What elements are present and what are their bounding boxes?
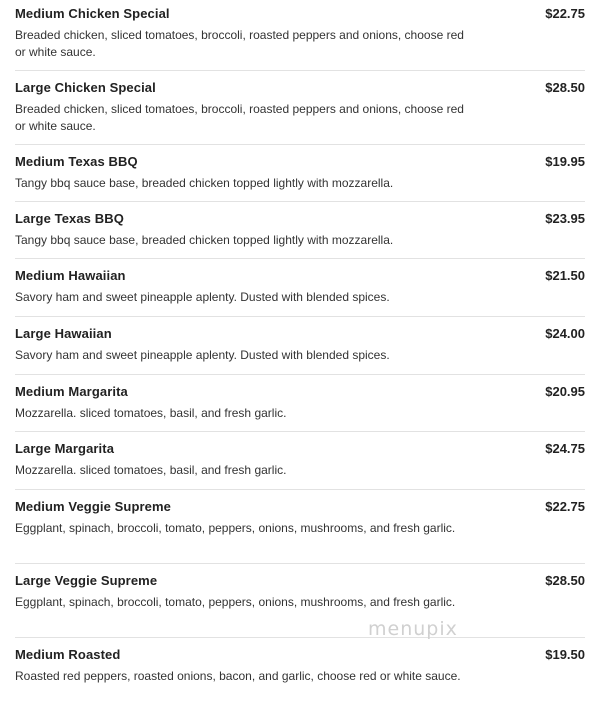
item-description: Tangy bbq sauce base, breaded chicken topped lightly with mozzarella.	[15, 176, 394, 190]
item-name: Medium Chicken Special	[15, 6, 170, 21]
menu-item	[15, 259, 585, 317]
item-name: Large Hawaiian	[15, 326, 112, 341]
item-description: Eggplant, spinach, broccoli, tomato, peppers, onions, mushrooms, and fresh garlic.	[15, 521, 456, 535]
item-name: Medium Hawaiian	[15, 268, 126, 283]
item-name: Large Veggie Supreme	[15, 573, 158, 588]
item-name: Medium Margarita	[15, 384, 128, 399]
menu-item	[15, 145, 585, 202]
menu-item	[15, 202, 585, 259]
item-price: $24.75	[545, 441, 585, 456]
item-price: $19.95	[545, 154, 585, 169]
item-price: $28.50	[545, 573, 585, 588]
item-description: Tangy bbq sauce base, breaded chicken topped lightly with mozzarella.	[15, 233, 394, 247]
item-price: $28.50	[545, 80, 585, 95]
item-description: Roasted red peppers, roasted onions, bacon, and garlic, choose red or white sauce.	[15, 669, 461, 683]
item-name: Medium Veggie Supreme	[15, 499, 171, 514]
menu-item	[15, 432, 585, 490]
item-price: $24.00	[545, 326, 585, 341]
item-price: $22.75	[545, 499, 585, 514]
menu-item	[15, 317, 585, 375]
menu-item	[15, 0, 585, 71]
menu-item	[15, 638, 585, 710]
item-price: $20.95	[545, 384, 585, 399]
item-description: Breaded chicken, sliced tomatoes, broccoli, roasted peppers and onions, choose red or white sauce.	[15, 102, 464, 133]
item-description: Mozzarella. sliced tomatoes, basil, and fresh garlic.	[15, 406, 287, 420]
item-name: Medium Texas BBQ	[15, 154, 138, 169]
menu-item	[15, 490, 585, 564]
item-description: Mozzarella. sliced tomatoes, basil, and fresh garlic.	[15, 463, 287, 477]
menu-item	[15, 564, 585, 638]
item-price: $19.50	[545, 647, 585, 662]
menu-item	[15, 375, 585, 432]
item-description: Breaded chicken, sliced tomatoes, broccoli, roasted peppers and onions, choose red or white sauce.	[15, 28, 464, 59]
item-description: Savory ham and sweet pineapple aplenty. Dusted with blended spices.	[15, 290, 390, 304]
menu-item	[15, 71, 585, 145]
item-name: Large Chicken Special	[15, 80, 156, 95]
item-description: Savory ham and sweet pineapple aplenty. Dusted with blended spices.	[15, 348, 390, 362]
item-price: $23.95	[545, 211, 585, 226]
item-name: Medium Roasted	[15, 647, 121, 662]
menupix-watermark: menupix	[368, 618, 458, 640]
item-description: Eggplant, spinach, broccoli, tomato, peppers, onions, mushrooms, and fresh garlic.	[15, 595, 456, 609]
item-price: $22.75	[545, 6, 585, 21]
item-price: $21.50	[545, 268, 585, 283]
item-name: Large Margarita	[15, 441, 115, 456]
item-name: Large Texas BBQ	[15, 211, 124, 226]
